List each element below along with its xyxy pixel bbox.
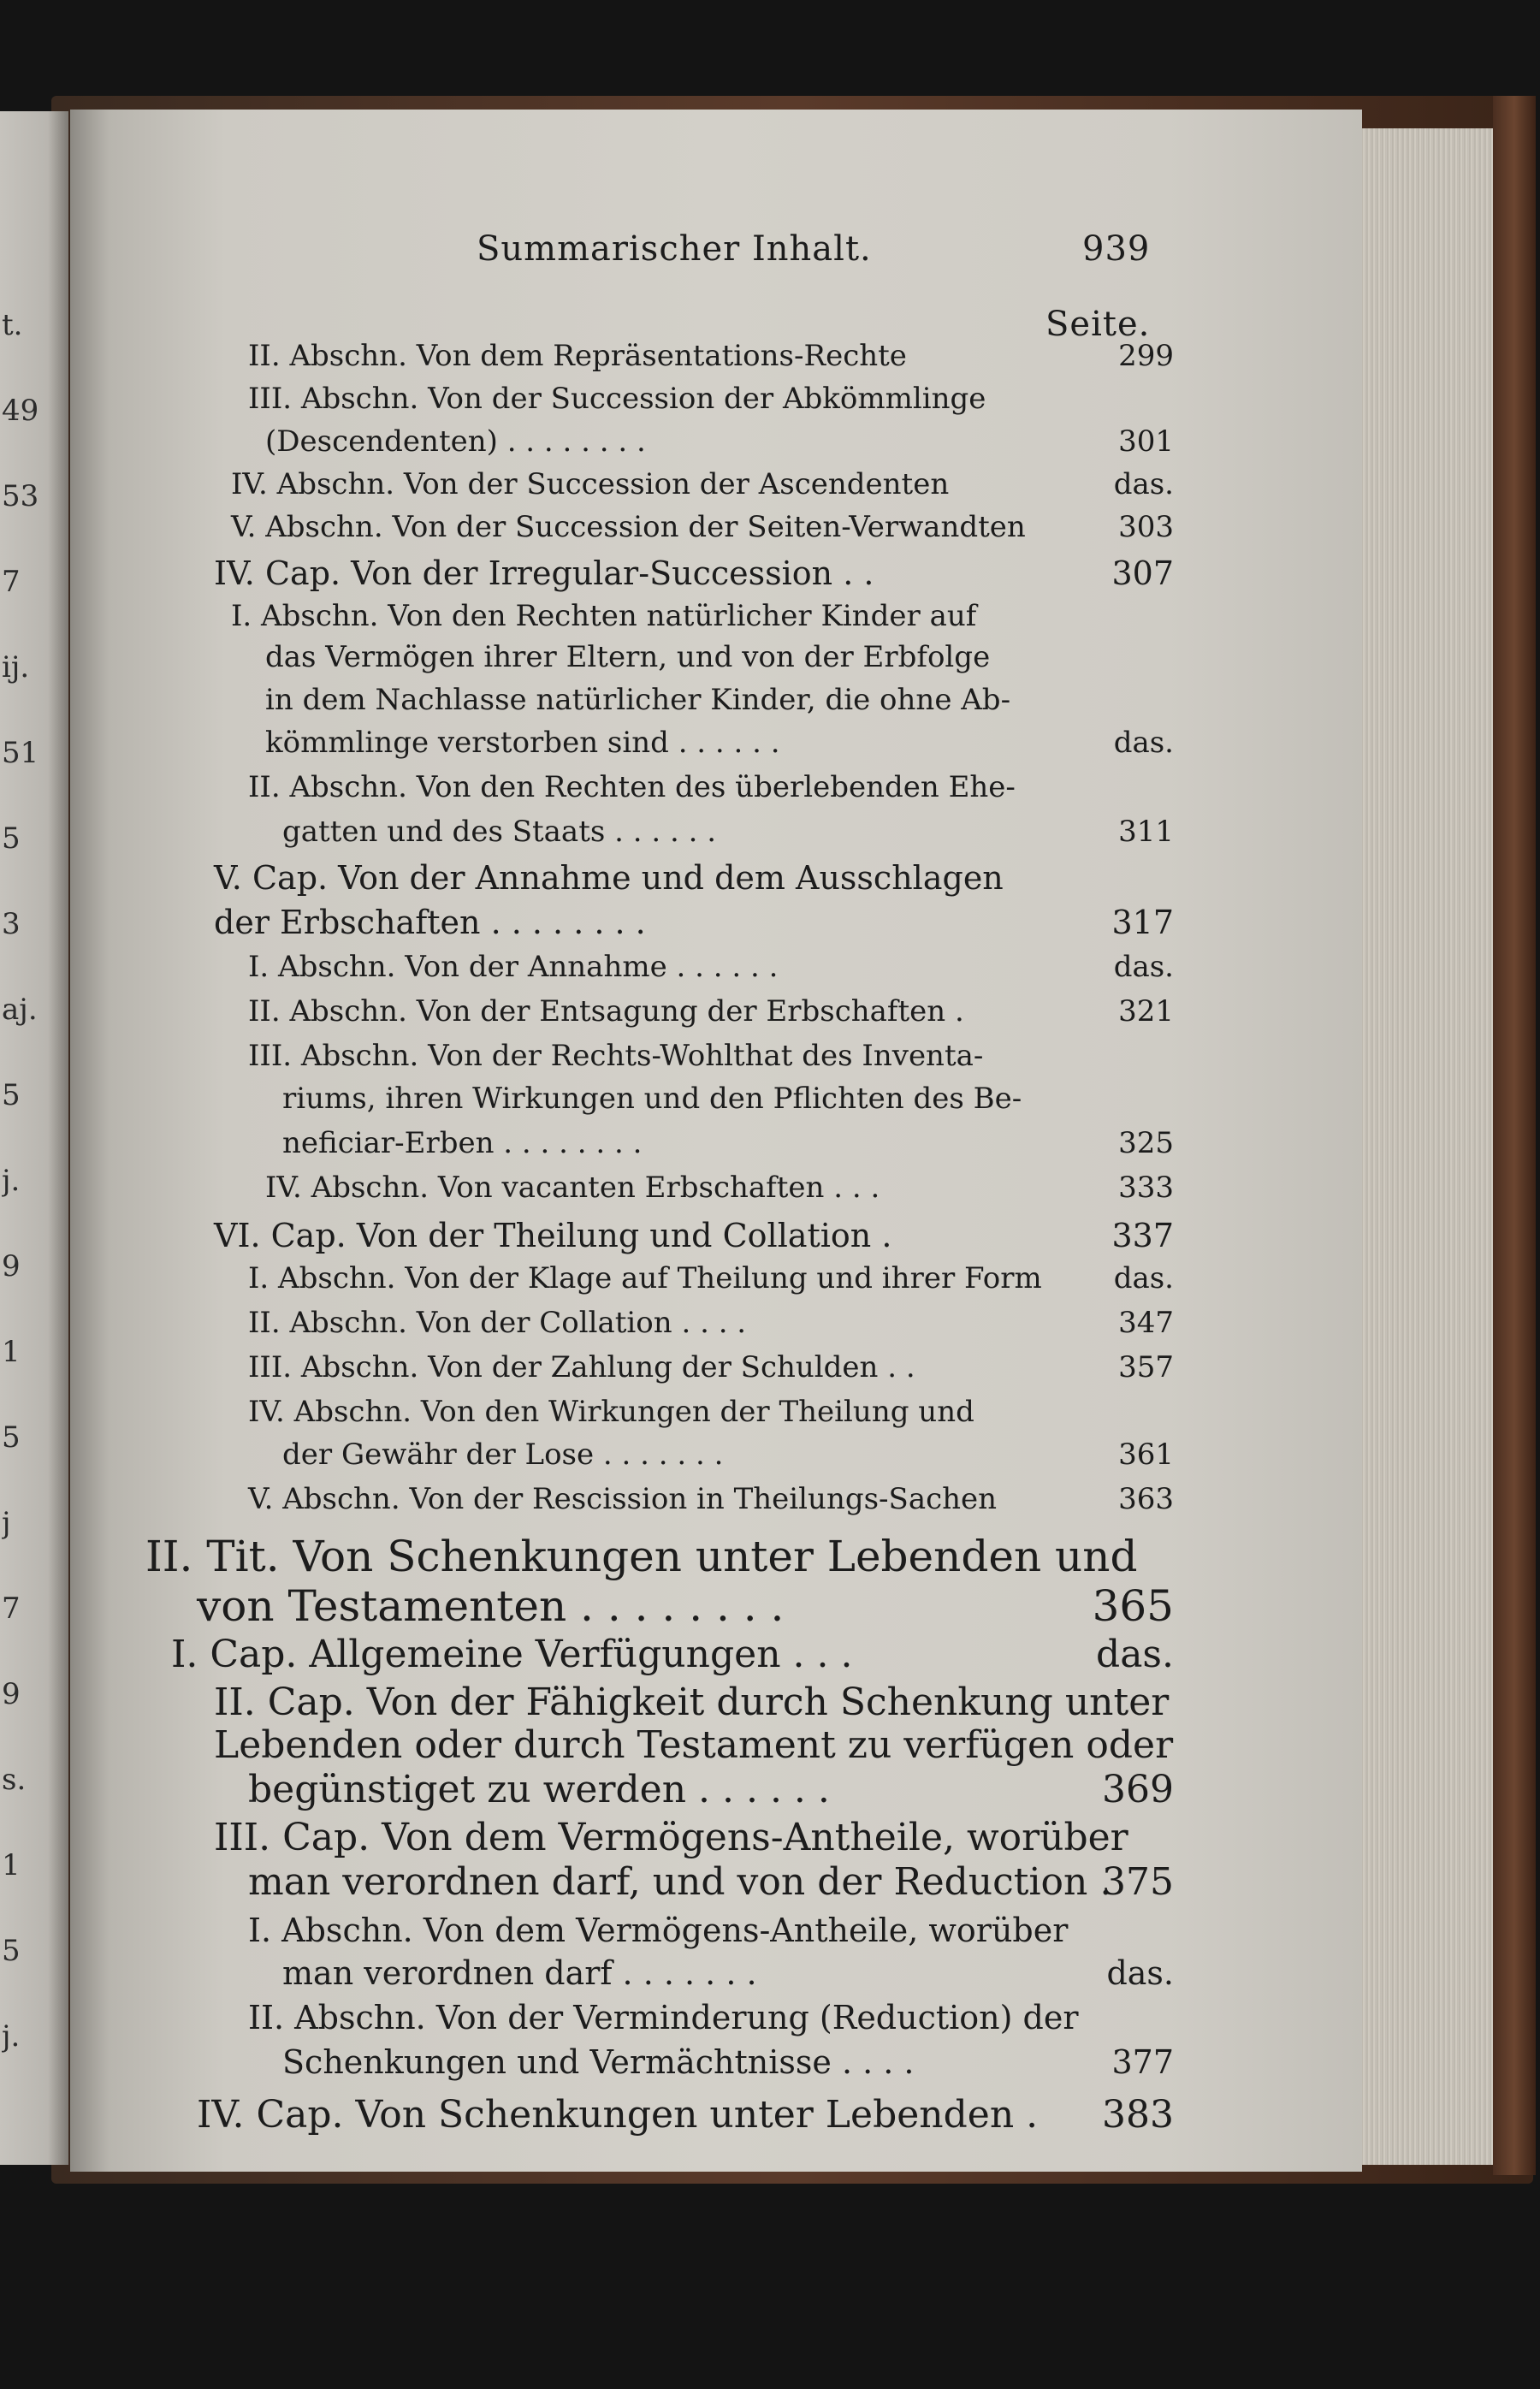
toc-entry-text: II. Tit. Von Schenkungen unter Lebenden und — [145, 1532, 1138, 1581]
toc-entry-page: 337 — [1111, 1217, 1174, 1254]
page-number: 939 — [1082, 229, 1151, 269]
toc-entry-text: IV. Abschn. Von vacanten Erbschaften . . . — [265, 1171, 880, 1205]
toc-entry-page: 299 — [1118, 339, 1174, 373]
toc-entry-page: 301 — [1118, 424, 1174, 459]
toc-entry-text: V. Abschn. Von der Succession der Seiten-Verwandten — [231, 510, 1026, 544]
book-spine — [1493, 96, 1536, 2175]
toc-entry-text: IV. Abschn. Von den Wirkungen der Theilung und — [248, 1395, 974, 1429]
left-margin-fragment: 51 — [2, 736, 39, 770]
toc-entry-text: begünstiget zu werden . . . . . . — [248, 1768, 830, 1811]
toc-entry-page: 377 — [1111, 2043, 1174, 2081]
toc-entry-text: I. Cap. Allgemeine Verfügungen . . . — [171, 1633, 853, 1676]
toc-entry-text: Schenkungen und Vermächtnisse . . . . — [282, 2043, 915, 2081]
seite-label: Seite. — [1045, 305, 1151, 344]
left-margin-fragment: j. — [2, 1164, 21, 1198]
toc-entry-page: 307 — [1111, 554, 1174, 592]
left-margin-fragment: j. — [2, 2019, 21, 2054]
toc-entry-text: IV. Cap. Von der Irregular-Succession . . — [214, 554, 874, 592]
toc-entry-page: 317 — [1111, 904, 1174, 941]
toc-entry-text: I. Abschn. Von der Annahme . . . . . . — [248, 950, 779, 984]
left-margin-fragment: 5 — [2, 821, 21, 856]
toc-entry-text: der Erbschaften . . . . . . . . — [214, 904, 646, 941]
toc-entry-page: das. — [1113, 726, 1174, 760]
toc-entry-text: in dem Nachlasse natürlicher Kinder, die ohne Ab- — [265, 683, 1011, 717]
left-margin-fragment: 7 — [2, 1592, 21, 1626]
toc-entry-text: man verordnen darf . . . . . . . — [282, 1954, 757, 1992]
toc-entry-text: gatten und des Staats . . . . . . — [282, 815, 716, 849]
toc-entry-text: III. Abschn. Von der Zahlung der Schulden . . — [248, 1350, 915, 1384]
toc-entry-page: 321 — [1118, 994, 1174, 1029]
toc-entry-text: das Vermögen ihrer Eltern, und von der Erbfolge — [265, 640, 991, 674]
left-margin-fragment: 1 — [2, 1848, 21, 1882]
toc-entry-page: 383 — [1102, 2093, 1174, 2137]
toc-entry-text: Lebenden oder durch Testament zu verfügen oder — [214, 1723, 1174, 1767]
toc-entry-text: I. Abschn. Von der Klage auf Theilung und ihrer Form — [248, 1261, 1042, 1295]
left-margin-fragment: 5 — [2, 1078, 21, 1112]
toc-entry-text: I. Abschn. Von den Rechten natürlicher Kinder auf — [231, 599, 977, 633]
running-title: Summarischer Inhalt. — [477, 229, 872, 269]
toc-entry-text: IV. Abschn. Von der Succession der Ascendenten — [231, 467, 950, 501]
toc-entry-text: VI. Cap. Von der Theilung und Collation . — [214, 1217, 892, 1254]
toc-entry-page: 333 — [1118, 1171, 1174, 1205]
left-margin-fragment: 53 — [2, 479, 39, 513]
left-margin-fragment: aj. — [2, 993, 38, 1027]
left-margin-fragment: 9 — [2, 1249, 21, 1283]
left-margin-fragment: 9 — [2, 1677, 21, 1711]
left-margin-fragment: 49 — [2, 394, 39, 428]
toc-entry-text: II. Cap. Von der Fähigkeit durch Schenkung unter — [214, 1681, 1170, 1724]
toc-entry-page: das. — [1113, 467, 1174, 501]
left-margin-fragment: s. — [2, 1763, 27, 1797]
book-page — [70, 110, 1362, 2172]
toc-entry-text: III. Abschn. Von der Succession der Abkömmlinge — [248, 382, 986, 416]
toc-entry-text: III. Cap. Von dem Vermögens-Antheile, worüber — [214, 1816, 1128, 1859]
toc-entry-text: II. Abschn. Von der Collation . . . . — [248, 1306, 747, 1340]
toc-entry-page: 347 — [1118, 1306, 1174, 1340]
toc-entry-page: 361 — [1118, 1438, 1174, 1472]
toc-entry-text: V. Abschn. Von der Rescission in Theilungs-Sachen — [248, 1482, 998, 1516]
toc-entry-text: man verordnen darf, und von der Reduction . — [248, 1860, 1112, 1904]
toc-entry-page: 303 — [1118, 510, 1174, 544]
toc-entry-text: IV. Cap. Von Schenkungen unter Lebenden . — [197, 2093, 1039, 2137]
toc-entry-page: 363 — [1118, 1482, 1174, 1516]
toc-entry-page: das. — [1106, 1954, 1174, 1992]
toc-entry-text: von Testamenten . . . . . . . . — [197, 1581, 785, 1631]
left-margin-fragment: 5 — [2, 1420, 21, 1455]
left-margin-fragment: 3 — [2, 907, 21, 941]
toc-entry-text: I. Abschn. Von dem Vermögens-Antheile, worüber — [248, 1912, 1069, 1949]
toc-entry-text: V. Cap. Von der Annahme und dem Ausschlagen — [214, 859, 1004, 897]
toc-entry-page: 311 — [1118, 815, 1174, 849]
toc-entry-page: 365 — [1092, 1581, 1174, 1631]
toc-entry-page: das. — [1096, 1633, 1174, 1676]
toc-entry-page: das. — [1113, 1261, 1174, 1295]
left-margin-fragment: j — [2, 1506, 11, 1540]
toc-entry-text: II. Abschn. Von der Verminderung (Reduction) der — [248, 1999, 1079, 2036]
toc-entry-text: riums, ihren Wirkungen und den Pflichten des Be- — [282, 1082, 1022, 1116]
left-margin-fragment: t. — [2, 308, 23, 342]
toc-entry-page: 357 — [1118, 1350, 1174, 1384]
toc-entry-text: der Gewähr der Lose . . . . . . . — [282, 1438, 724, 1472]
toc-entry-text: III. Abschn. Von der Rechts-Wohlthat des Inventa- — [248, 1039, 984, 1073]
toc-entry-page: das. — [1113, 950, 1174, 984]
toc-entry-page: 325 — [1118, 1126, 1174, 1160]
left-margin-fragment: 7 — [2, 565, 21, 599]
toc-entry-page: 369 — [1102, 1768, 1174, 1811]
toc-entry-page: 375 — [1102, 1860, 1174, 1904]
left-margin-fragment: 5 — [2, 1934, 21, 1968]
toc-entry-text: II. Abschn. Von der Entsagung der Erbschaften . — [248, 994, 964, 1029]
left-margin-fragment: ij. — [2, 650, 30, 685]
toc-entry-text: II. Abschn. Von den Rechten des überlebenden Ehe- — [248, 770, 1016, 804]
toc-entry-text: kömmlinge verstorben sind . . . . . . — [265, 726, 780, 760]
toc-entry-text: neficiar-Erben . . . . . . . . — [282, 1126, 643, 1160]
left-margin-fragment: 1 — [2, 1335, 21, 1369]
toc-entry-text: II. Abschn. Von dem Repräsentations-Rechte — [248, 339, 907, 373]
toc-entry-text: (Descendenten) . . . . . . . . — [265, 424, 646, 459]
